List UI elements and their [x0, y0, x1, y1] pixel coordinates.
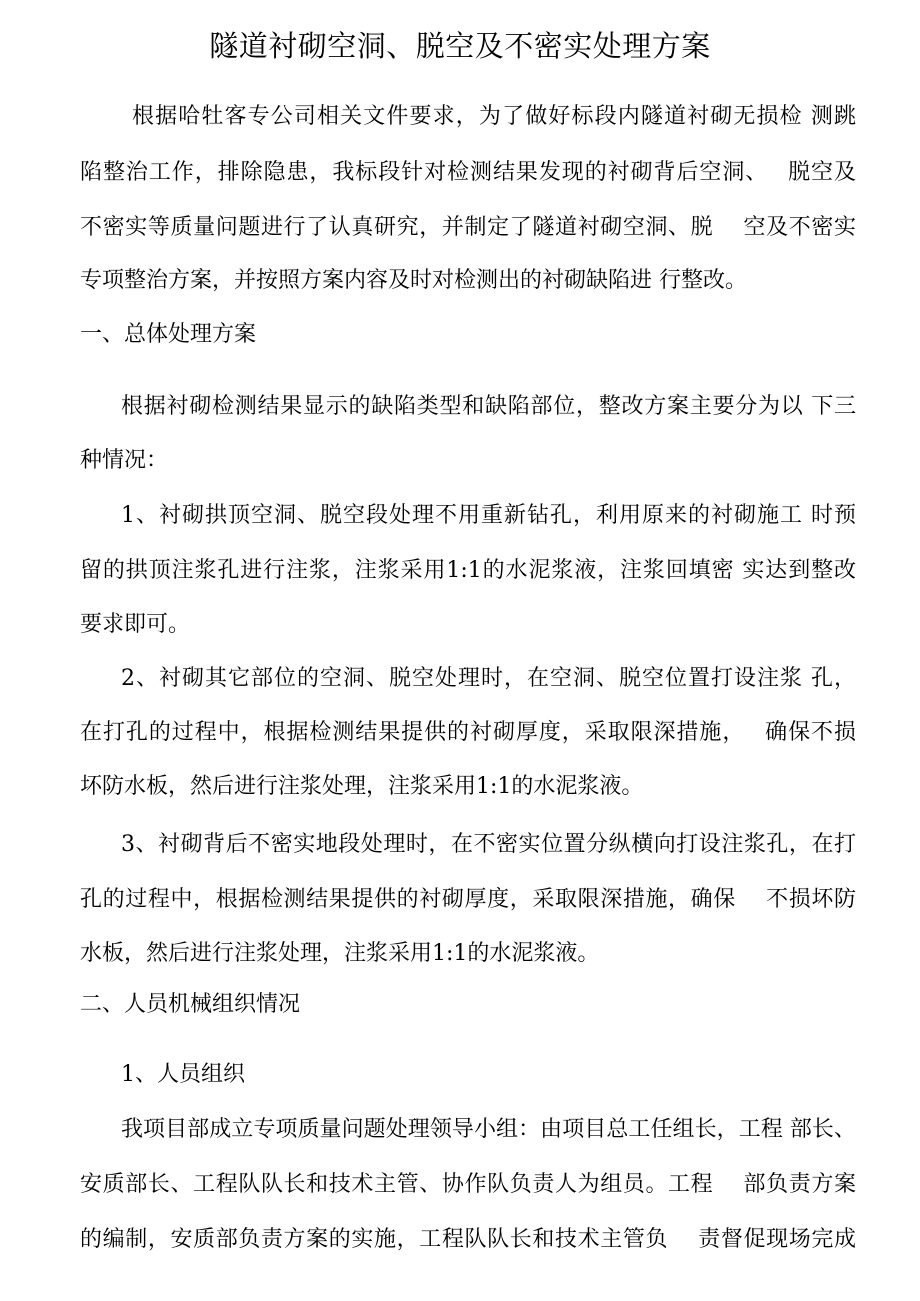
paragraph-line: 陷整治工作，排除隐患，我标段针对检测结果发现的衬砌背后空洞、 脱空及 [80, 160, 856, 185]
paragraph-line: 孔的过程中，根据检测结果提供的衬砌厚度，采取限深措施，确保 不损坏防 [80, 887, 856, 912]
paragraph-line: 专项整治方案，并按照方案内容及时对检测出的衬砌缺陷进 行整改。 [80, 268, 747, 293]
subsection-heading: 1、人员组织 [121, 1062, 245, 1087]
section-heading: 一、总体处理方案 [80, 322, 257, 347]
paragraph-line: 2、衬砌其它部位的空洞、脱空处理时，在空洞、脱空位置打设注浆 孔， [121, 666, 856, 691]
paragraph-line: 根据衬砌检测结果显示的缺陷类型和缺陷部位，整改方案主要分为以 下三 [121, 394, 856, 419]
paragraph-line: 1、衬砌拱顶空洞、脱空段处理不用重新钻孔，利用原来的衬砌施工 时预 [121, 503, 856, 528]
paragraph-line: 的编制，安质部负责方案的实施，工程队队长和技术主管负 责督促现场完成 [80, 1227, 856, 1252]
paragraph-line: 我项目部成立专项质量问题处理领导小组：由项目总工任组长，工程 部长、 [121, 1117, 856, 1142]
paragraph-line: 3、衬砌背后不密实地段处理时，在不密实位置分纵横向打设注浆孔，在打 [121, 832, 856, 857]
paragraph-line: 不密实等质量问题进行了认真研究，并制定了隧道衬砌空洞、脱 空及不密实 [80, 215, 856, 240]
paragraph-line: 坏防水板，然后进行注浆处理，注浆采用1:1的水泥浆液。 [80, 774, 644, 799]
paragraph-line: 种情况： [80, 448, 169, 473]
paragraph-line: 要求即可。 [80, 612, 191, 637]
paragraph-line: 根据哈牡客专公司相关文件要求，为了做好标段内隧道衬砌无损检 测跳 [132, 104, 856, 129]
section-heading: 二、人员机械组织情况 [80, 992, 301, 1017]
paragraph-line: 水板，然后进行注浆处理，注浆采用1:1的水泥浆液。 [80, 941, 600, 966]
paragraph-line: 在打孔的过程中，根据检测结果提供的衬砌厚度，采取限深措施， 确保不损 [80, 720, 856, 745]
paragraph-line: 留的拱顶注浆孔进行注浆，注浆采用1:1的水泥浆液，注浆回填密 实达到整改 [80, 558, 856, 583]
paragraph-line: 安质部长、工程队队长和技术主管、协作队负责人为组员。工程 部负责方案 [80, 1172, 856, 1197]
document-title: 隧道衬砌空洞、脱空及不密实处理方案 [209, 29, 711, 63]
